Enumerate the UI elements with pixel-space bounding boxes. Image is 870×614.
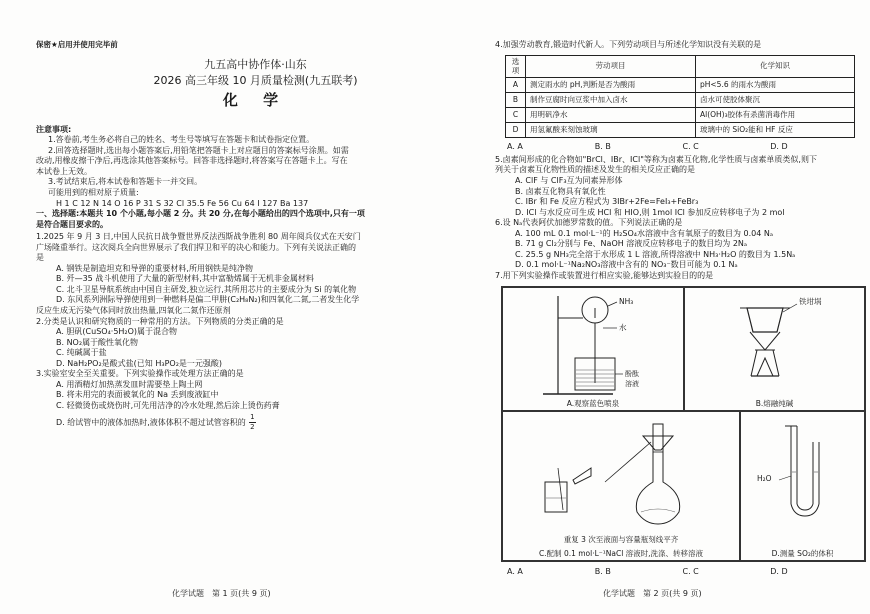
table-header: 劳动项目 bbox=[526, 55, 696, 78]
q4-stem: 4.加强劳动教育,锻造时代新人。下列劳动项目与所述化学知识没有关联的是 bbox=[495, 40, 762, 49]
table-cell: 测定雨水的 pH,判断是否为酸雨 bbox=[526, 78, 696, 93]
table-cell: C bbox=[506, 108, 526, 123]
page-footer-1: 化学试题 第 1 页(共 9 页) bbox=[172, 589, 271, 599]
fraction bbox=[249, 414, 256, 431]
answer-option: B. B bbox=[594, 567, 611, 577]
labor-table bbox=[505, 55, 855, 139]
exam-header-line1: 九五高中协作体·山东 bbox=[204, 57, 307, 71]
caption-c: C.配制 0.1 mol·L⁻¹NaCl 溶液时,洗涤、转移溶液 bbox=[538, 548, 704, 558]
answer-option: A. A bbox=[507, 567, 523, 577]
table-cell: 制作豆腐时向豆浆中加入卤水 bbox=[526, 93, 696, 108]
q6-option-a: A. 100 mL 0.1 mol·L⁻¹的 H₂SO₄水溶液中含有氧原子的数目为 0.04 Nₐ bbox=[515, 228, 773, 238]
experiment-b bbox=[684, 287, 865, 411]
q3-option-d: D. 给试管中的液体加热时,液体体积不超过试管容积的 bbox=[56, 417, 246, 427]
fraction-denominator: 2 bbox=[250, 423, 255, 432]
q3-option-a: A. 用酒精灯加热蒸发皿时需要垫上陶土网 bbox=[56, 379, 203, 389]
q1-stem: 广场隆重举行。这次阅兵全向世界展示了我们捍卫和平的决心和能力。下列有关说法正确的 bbox=[36, 242, 356, 252]
page-footer-2: 化学试题 第 2 页(共 9 页) bbox=[603, 589, 702, 599]
q1-option-c: C. 北斗卫星导航系统由中国自主研发,独立运行,其所用芯片的主要成分为 Si 的氧化物 bbox=[56, 284, 357, 294]
answer-option: C. C bbox=[682, 567, 699, 577]
label-iron-crucible: 铁坩埚 bbox=[799, 297, 822, 307]
q1-option-b: B. 歼—35 战斗机使用了大量的新型材料,其中富勒烯属于无机非金属材料 bbox=[56, 274, 314, 284]
q2-option-b: B. NO₂属于酸性氧化物 bbox=[56, 337, 139, 347]
q6-stem: 6.设 Nₐ代表阿伏加德罗常数的值。下列说法正确的是 bbox=[495, 218, 683, 228]
label-h2o: H₂O bbox=[757, 474, 772, 484]
confidential-note: 保密★启用并使用完毕前 bbox=[36, 40, 118, 49]
q5-option-c: C. IBr 和 Fe 反应方程式为 3IBr+2Fe=FeI₃+FeBr₃ bbox=[515, 197, 699, 207]
q1-option-a: A. 钢铁是制造坦克和导弹的重要材料,所用钢铁是纯净物 bbox=[56, 263, 253, 273]
label-solution: 溶液 bbox=[625, 380, 639, 389]
exam-page-2 bbox=[485, 0, 870, 614]
fountain-apparatus-diagram bbox=[503, 288, 683, 398]
answer-option: B. B bbox=[594, 142, 611, 152]
label-nh3: NH₃ bbox=[619, 297, 634, 307]
table-cell: 用氢氟酸来刻蚀玻璃 bbox=[526, 123, 696, 138]
q2-option-a: A. 胆矾(CuSO₄·5H₂O)属于混合物 bbox=[56, 327, 178, 337]
section1-heading-cont: 是符合题目要求的。 bbox=[36, 219, 108, 229]
table-header-row bbox=[506, 55, 855, 78]
table-row bbox=[506, 93, 855, 108]
q6-option-d: D. 0.1 mol·L⁻¹Na₂NO₃溶液中含有的 NO₃⁻数目可能为 0.1 Nₐ bbox=[515, 260, 738, 270]
fraction-numerator: 1 bbox=[250, 413, 255, 422]
q1-option-d: D. 东风系列洲际导弹使用到一种燃料是偏二甲肼(C₂H₈N₂)和四氧化二氮,二者发生化学 bbox=[56, 295, 360, 305]
notice-line: 本试卷上无效。 bbox=[36, 166, 92, 176]
q6-option-b: B. 71 g Cl₂分别与 Fe、NaOH 溶液反应转移电子的数目均为 2Nₐ bbox=[515, 239, 748, 249]
q2-option-d: D. NaH₂PO₂是酸式盐(已知 H₃PO₂是一元强酸) bbox=[56, 358, 223, 368]
caption-c-note: 重复 3 次至液面与容量瓶刻线平齐 bbox=[563, 534, 679, 544]
q3-option-b: B. 将未用完的表面被氧化的 Na 丢到废液缸中 bbox=[56, 390, 219, 400]
q3-option-c: C. 轻微烫伤或烧伤时,可先用洁净的冷水处理,然后涂上烫伤药膏 bbox=[56, 400, 280, 410]
q1-stem: 1.2025 年 9 月 3 日,中国人民抗日战争暨世界反法西斯战争胜利 80 周年阅兵仪式在天安门 bbox=[36, 232, 361, 242]
q5-option-d: D. ICl 与水反应可生成 HCl 和 HIO,则 1mol ICl 参加反应转移电子为 2 mol bbox=[515, 207, 785, 217]
notice-line: 可能用到的相对原子质量: bbox=[48, 188, 139, 197]
q5-option-b: B. 卤素互化物具有氧化性 bbox=[515, 186, 606, 196]
table-cell: 玻璃中的 SiO₂能和 HF 反应 bbox=[696, 123, 855, 138]
q2-stem: 2.分类是认识和研究物质的一种常用的方法。下列物质的分类正确的是 bbox=[36, 316, 284, 326]
q7-stem: 7.用下列实验操作或装置进行相应实验,能够达到实验目的的是 bbox=[495, 270, 714, 280]
table-cell: pH<5.6 的雨水为酸雨 bbox=[696, 78, 855, 93]
notice-line: 1.答卷前,考生务必将自己的姓名、考生号等填写在答题卡和试卷指定位置。 bbox=[48, 135, 315, 145]
table-row bbox=[506, 108, 855, 123]
q2-option-c: C. 纯碱属于盐 bbox=[56, 348, 107, 358]
answer-option: D. D bbox=[770, 567, 788, 577]
q4-answers bbox=[495, 142, 858, 153]
table-header: 化学知识 bbox=[696, 55, 855, 78]
table-cell: 用明矾净水 bbox=[526, 108, 696, 123]
experiment-figure bbox=[501, 286, 866, 562]
table-row bbox=[506, 123, 855, 138]
q3-option-d-row bbox=[36, 414, 475, 431]
table-header: 选项 bbox=[506, 55, 526, 78]
notice-line: 2.回答选择题时,选出每小题答案后,用铅笔把答题卡上对应题目的答案标号涂黑。如需 bbox=[48, 145, 349, 155]
atomic-masses: H 1 C 12 N 14 O 16 P 31 S 32 Cl 35.5 Fe 56 Cu 64 I 127 Ba 137 bbox=[56, 198, 309, 208]
answer-option: C. C bbox=[682, 142, 699, 152]
q6-option-c: C. 25.5 g NH₃完全溶于水形成 1 L 溶液,所得溶液中 NH₃·H₂O 的数目为 1.5Nₐ bbox=[515, 249, 796, 259]
table-cell: B bbox=[506, 93, 526, 108]
answer-option: D. D bbox=[770, 142, 788, 152]
notice-line: 改动,用橡皮擦干净后,再选涂其他答案标号。回答非选择题时,将答案写在答题卡上。写在 bbox=[36, 156, 348, 166]
experiment-c bbox=[502, 411, 740, 561]
exam-header-line2: 2026 高三年级 10 月质量检测(九五联考) bbox=[153, 74, 358, 88]
table-cell: 卤水可使胶体聚沉 bbox=[696, 93, 855, 108]
caption-b: B.熔融纯碱 bbox=[755, 398, 794, 408]
notice-line: 3.考试结束后,将本试卷和答题卡一并交回。 bbox=[48, 177, 203, 187]
q1-option-d-cont: 反应生成无污染气体同时放出热量,四氧化二氮作还原剂 bbox=[36, 306, 231, 316]
notice-title: 注意事项: bbox=[36, 124, 72, 134]
label-phenolphthalein: 酚酞 bbox=[625, 370, 639, 379]
table-cell: D bbox=[506, 123, 526, 138]
table-row bbox=[506, 78, 855, 93]
table-cell: Al(OH)₃胶体有杀菌消毒作用 bbox=[696, 108, 855, 123]
q7-answers bbox=[495, 567, 858, 578]
q3-stem: 3.实验室安全至关重要。下列实验操作或处理方法正确的是 bbox=[36, 369, 244, 379]
q5-option-a: A. ClF 与 ClF₃互为同素异形体 bbox=[515, 175, 623, 185]
experiment-a bbox=[502, 287, 684, 411]
caption-a: A.观察蓝色喷泉 bbox=[566, 398, 620, 408]
subject-title: 化 学 bbox=[222, 90, 289, 109]
caption-d: D.测量 SO₂的体积 bbox=[771, 548, 834, 558]
answer-option: A. A bbox=[507, 142, 523, 152]
table-cell: A bbox=[506, 78, 526, 93]
volumetric-flask-diagram bbox=[503, 412, 739, 532]
experiment-d bbox=[740, 411, 865, 561]
q1-stem: 是 bbox=[36, 253, 44, 263]
q5-stem: 5.卤素间形成的化合物如"BrCl、IBr、ICl"等称为卤素互化物,化学性质与卤素单质类似,则下 bbox=[495, 154, 817, 164]
label-water: 水 bbox=[619, 323, 627, 333]
crucible-diagram bbox=[685, 288, 865, 398]
notice-list bbox=[36, 135, 475, 209]
section1-heading: 一、选择题:本题共 10 个小题,每小题 2 分。共 20 分,在每小题给出的四个选项中,只有一项 bbox=[36, 209, 365, 219]
q5-stem: 列关于卤素互化物性质的描述及发生的相关反应正确的是 bbox=[495, 165, 695, 175]
